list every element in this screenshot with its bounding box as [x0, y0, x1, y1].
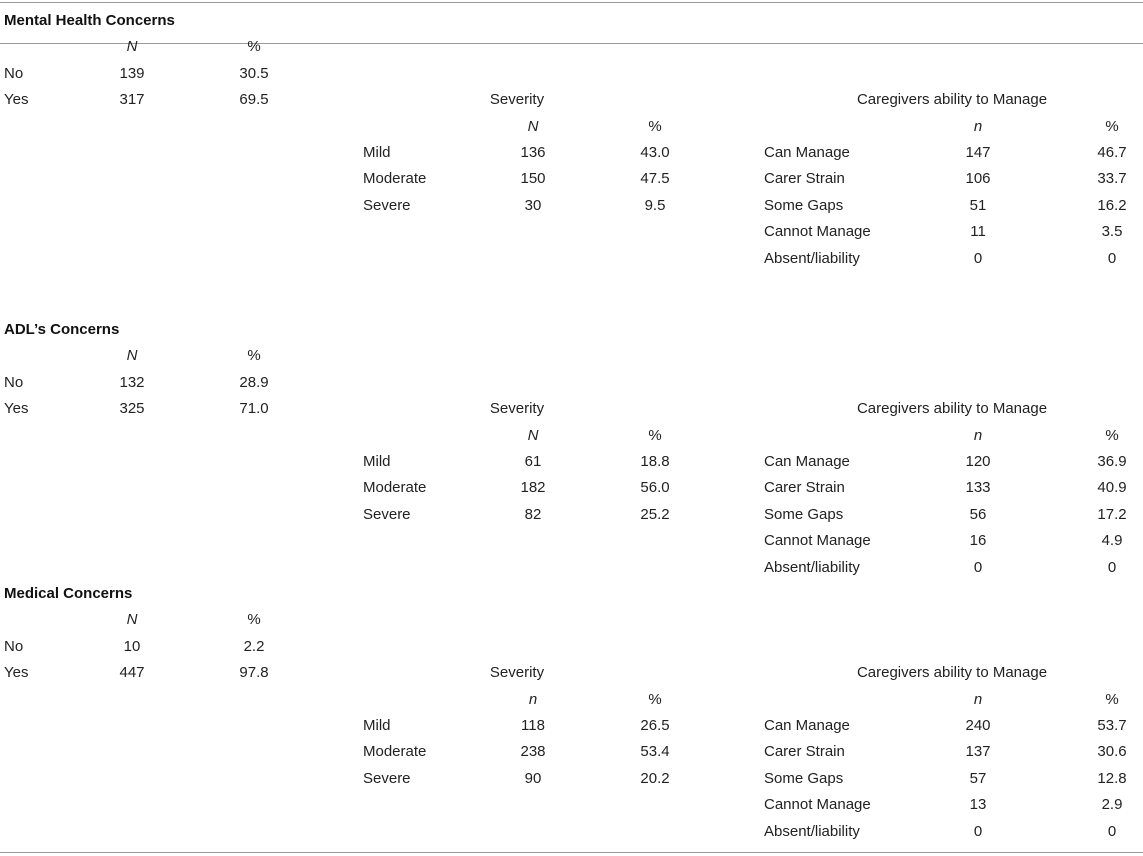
- severity-row-label: Severe: [363, 769, 411, 787]
- manage-row-label: Carer Strain: [764, 170, 845, 188]
- severity-row-label: Severe: [363, 196, 411, 214]
- manage-row-n: 51: [969, 196, 987, 214]
- manage-row-n: 133: [965, 479, 991, 497]
- main-row-pct: 71.0: [239, 400, 269, 418]
- severity-title: Severity: [489, 91, 545, 109]
- manage-row-pct: 33.7: [1097, 170, 1127, 188]
- severity-row-label: Moderate: [363, 743, 427, 761]
- severity-row-label: Mild: [363, 717, 391, 734]
- main-row-label: No: [4, 64, 24, 82]
- manage-row-pct: 46.7: [1097, 144, 1127, 161]
- main-header-n: N: [126, 347, 138, 365]
- manage-row-n: 0: [973, 249, 983, 267]
- severity-row-pct: 53.4: [640, 743, 670, 761]
- main-header-pct: %: [247, 38, 261, 56]
- manage-row-label: Cannot Manage: [764, 223, 871, 241]
- main-row-label: Yes: [4, 664, 29, 682]
- severity-row-label: Severe: [363, 505, 411, 523]
- severity-header-n: N: [527, 117, 539, 135]
- severity-row-n: 136: [520, 144, 546, 161]
- severity-row-pct: 9.5: [644, 196, 666, 214]
- manage-row-pct: 40.9: [1097, 479, 1127, 497]
- severity-row-n: 82: [524, 505, 542, 523]
- severity-header-n: n: [528, 690, 538, 708]
- manage-row-n: 120: [965, 453, 991, 470]
- manage-row-pct: 53.7: [1097, 717, 1127, 734]
- manage-header-pct: %: [1105, 117, 1119, 135]
- main-row-label: Yes: [4, 91, 29, 109]
- severity-header-n: N: [527, 426, 539, 444]
- main-row-pct: 2.2: [243, 637, 265, 655]
- manage-row-label: Carer Strain: [764, 743, 845, 761]
- manage-header-pct: %: [1105, 690, 1119, 708]
- severity-title: Severity: [489, 664, 545, 682]
- manage-row-label: Can Manage: [764, 144, 850, 161]
- main-row-n: 447: [119, 664, 145, 682]
- manage-row-pct: 4.9: [1101, 532, 1123, 550]
- manage-header-n: n: [973, 690, 983, 708]
- header-rule: [0, 43, 1143, 44]
- manage-row-pct: 0: [1107, 249, 1117, 267]
- manage-row-label: Some Gaps: [764, 196, 844, 214]
- severity-header-pct: %: [648, 690, 662, 708]
- manage-title: Caregivers ability to Manage: [856, 91, 1048, 109]
- main-row-pct: 97.8: [239, 664, 269, 682]
- severity-row-label: Moderate: [363, 170, 427, 188]
- severity-row-n: 150: [520, 170, 546, 188]
- manage-header-n: n: [973, 117, 983, 135]
- severity-row-label: Mild: [363, 453, 391, 470]
- main-header-pct: %: [247, 611, 261, 629]
- main-header-n: N: [126, 611, 138, 629]
- manage-row-pct: 12.8: [1097, 769, 1127, 787]
- severity-row-pct: 26.5: [640, 717, 670, 734]
- severity-row-pct: 25.2: [640, 505, 670, 523]
- manage-row-n: 106: [965, 170, 991, 188]
- manage-title: Caregivers ability to Manage: [856, 400, 1048, 418]
- manage-row-n: 240: [965, 717, 991, 734]
- main-row-pct: 69.5: [239, 91, 269, 109]
- manage-row-pct: 2.9: [1101, 796, 1123, 814]
- table-bottom-rule: [0, 852, 1143, 853]
- severity-row-n: 118: [521, 717, 545, 734]
- manage-row-n: 0: [973, 558, 983, 576]
- severity-row-pct: 20.2: [640, 769, 670, 787]
- manage-row-pct: 3.5: [1101, 223, 1123, 241]
- severity-row-pct: 56.0: [640, 479, 670, 497]
- manage-row-label: Absent/liability: [764, 249, 860, 267]
- manage-row-label: Some Gaps: [764, 505, 844, 523]
- manage-row-pct: 30.6: [1097, 743, 1127, 761]
- manage-header-pct: %: [1105, 426, 1119, 444]
- main-row-n: 139: [119, 64, 145, 82]
- manage-row-pct: 16.2: [1097, 196, 1127, 214]
- manage-row-n: 147: [965, 144, 991, 161]
- manage-row-label: Can Manage: [764, 717, 850, 734]
- manage-row-label: Absent/liability: [764, 558, 860, 576]
- severity-row-label: Mild: [363, 144, 391, 161]
- section-title: Medical Concerns: [4, 585, 133, 602]
- table-top-rule: [0, 2, 1143, 3]
- severity-row-n: 238: [520, 743, 546, 761]
- severity-row-pct: 47.5: [640, 170, 670, 188]
- manage-header-n: n: [973, 426, 983, 444]
- manage-title: Caregivers ability to Manage: [856, 664, 1048, 682]
- severity-row-n: 61: [524, 453, 542, 470]
- main-row-pct: 30.5: [239, 64, 269, 82]
- severity-row-n: 90: [524, 769, 542, 787]
- manage-row-n: 0: [973, 822, 983, 840]
- main-header-pct: %: [247, 347, 261, 365]
- section-title: ADL’s Concerns: [4, 321, 120, 338]
- manage-row-pct: 17.2: [1097, 505, 1127, 523]
- manage-row-n: 57: [969, 769, 987, 787]
- main-row-pct: 28.9: [239, 373, 269, 391]
- main-row-n: 132: [119, 373, 145, 391]
- main-row-label: No: [4, 637, 24, 655]
- manage-row-n: 11: [970, 223, 986, 241]
- manage-row-label: Can Manage: [764, 453, 850, 470]
- manage-row-n: 16: [969, 532, 987, 550]
- main-row-label: Yes: [4, 400, 29, 418]
- severity-title: Severity: [489, 400, 545, 418]
- main-header-n: N: [126, 38, 138, 56]
- severity-header-pct: %: [648, 117, 662, 135]
- manage-row-n: 13: [969, 796, 987, 814]
- main-row-label: No: [4, 373, 24, 391]
- main-row-n: 325: [119, 400, 145, 418]
- main-row-n: 10: [123, 637, 141, 655]
- severity-header-pct: %: [648, 426, 662, 444]
- manage-row-n: 56: [969, 505, 987, 523]
- main-row-n: 317: [119, 91, 145, 109]
- manage-row-pct: 0: [1107, 558, 1117, 576]
- severity-row-pct: 43.0: [640, 144, 670, 161]
- manage-row-pct: 36.9: [1097, 453, 1127, 470]
- manage-row-pct: 0: [1107, 822, 1117, 840]
- manage-row-n: 137: [965, 743, 991, 761]
- manage-row-label: Carer Strain: [764, 479, 845, 497]
- manage-row-label: Absent/liability: [764, 822, 860, 840]
- severity-row-pct: 18.8: [640, 453, 670, 470]
- severity-row-n: 30: [524, 196, 542, 214]
- manage-row-label: Some Gaps: [764, 769, 844, 787]
- section-title: Mental Health Concerns: [4, 12, 175, 29]
- manage-row-label: Cannot Manage: [764, 532, 871, 550]
- severity-row-label: Moderate: [363, 479, 427, 497]
- manage-row-label: Cannot Manage: [764, 796, 871, 814]
- severity-row-n: 182: [520, 479, 546, 497]
